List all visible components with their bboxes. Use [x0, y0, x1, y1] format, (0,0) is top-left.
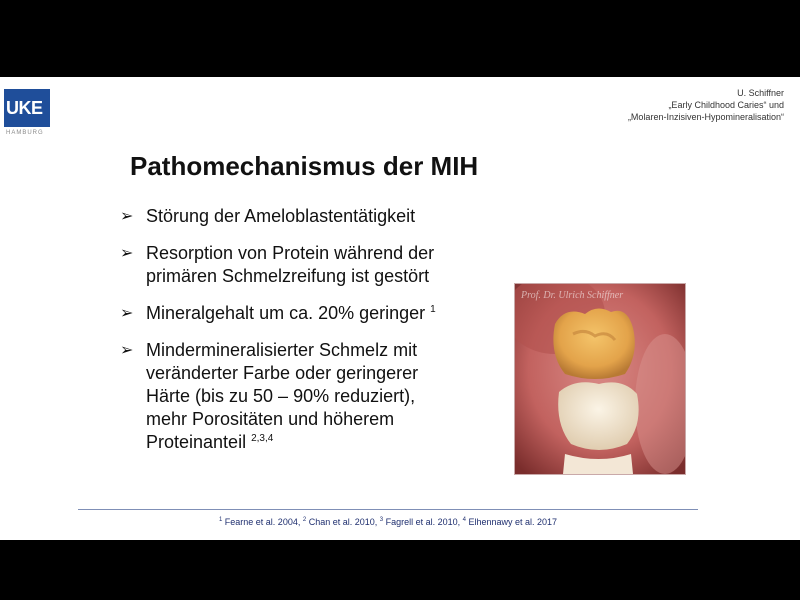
ref-number: 2 [302, 517, 307, 523]
bullet-item [120, 302, 500, 325]
slide [0, 77, 800, 540]
ref-text: Elhennawy et al. 2017 [465, 517, 558, 527]
author-topic-1: „Early Childhood Caries“ und [668, 100, 784, 110]
ref-number: 1 [218, 517, 223, 523]
ref-text: Chan et al. 2010, [306, 517, 380, 527]
dental-photo [514, 283, 686, 475]
bullet-footnote: 1 [430, 304, 436, 315]
bullet-footnote: 2,3,4 [251, 433, 274, 444]
bullet-item [120, 205, 500, 228]
bullet-text: Mineralgehalt um ca. 20% geringer [146, 303, 431, 323]
arrow-right-icon: ➢ [120, 245, 134, 262]
arrow-right-icon: ➢ [120, 342, 134, 359]
bullet-text: Resorption von Protein während der primären Schmelzreifung ist gestört [146, 243, 435, 286]
logo-subtitle: HAMBURG [6, 130, 44, 136]
uke-logo [4, 89, 52, 139]
photo-watermark: Prof. Dr. Ulrich Schiffner [521, 290, 624, 301]
ref-number: 3 [379, 517, 384, 523]
references-footer [78, 517, 698, 527]
arrow-right-icon: ➢ [120, 208, 134, 225]
bullet-item [120, 339, 500, 454]
bullet-text: Störung der Ameloblastentätigkeit [146, 206, 416, 226]
bullet-item [120, 242, 500, 288]
ref-text: Fagrell et al. 2010, [383, 517, 463, 527]
arrow-right-icon: ➢ [120, 305, 134, 322]
ref-text: Fearne et al. 2004, [222, 517, 303, 527]
author-topic-2: „Molaren-Inzisiven-Hypomineralisation“ [627, 112, 784, 122]
ref-number: 4 [462, 517, 466, 523]
tooth-illustration [515, 284, 685, 474]
bullet-list [120, 205, 500, 468]
author-name: U. Schiffner [737, 88, 784, 98]
author-block [628, 87, 784, 123]
logo-text: UKE [6, 98, 43, 118]
slide-title: Pathomechanismus der MIH [130, 151, 479, 181]
footer-divider [78, 509, 698, 510]
bullet-text: Mindermineralisierter Schmelz mit veränderter Farbe oder geringerer Härte (bis zu 50 – 90% reduziert), mehr Porositäten und höherem Proteinanteil [146, 340, 419, 452]
